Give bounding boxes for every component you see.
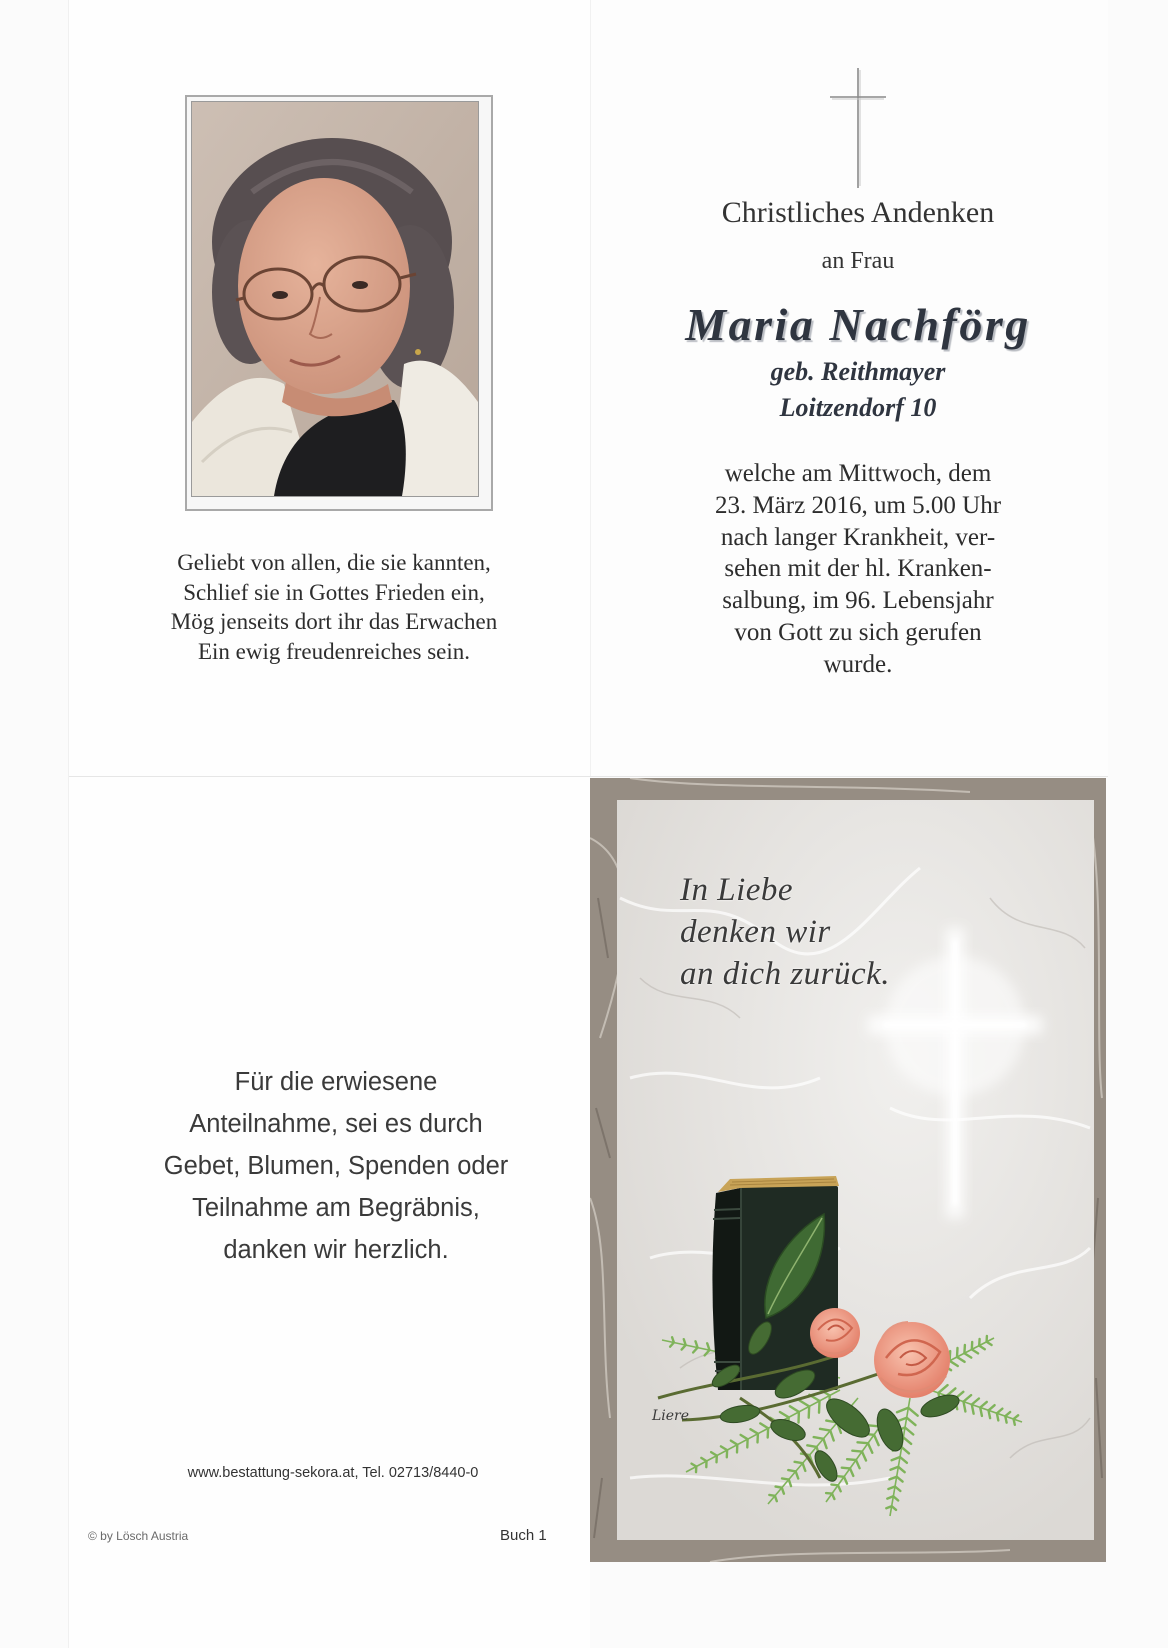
series-label: Buch 1	[500, 1527, 547, 1544]
notice-line: welche am Mittwoch, dem	[724, 460, 992, 487]
portrait-photo-frame	[185, 95, 493, 511]
fern-leaflet	[964, 1345, 965, 1353]
large-rose	[874, 1322, 950, 1398]
fern-leaflet	[847, 1459, 856, 1460]
thanks-line: Anteilnahme, sei es durch	[189, 1110, 483, 1138]
thanks-line: Teilnahme am Begräbnis,	[192, 1194, 480, 1222]
poem-line: Geliebt von allen, die sie kannten,	[177, 550, 491, 575]
memorial-illustration	[590, 778, 1106, 1562]
maiden-name: geb. Reithmayer	[770, 357, 946, 386]
portrait-earring	[415, 349, 421, 355]
fern-leaflet	[842, 1468, 850, 1469]
death-notice-text	[658, 458, 1058, 681]
fern-leaflet	[807, 1445, 816, 1447]
memorial-heading: Christliches Andenken	[721, 196, 995, 229]
notice-line: von Gott zu sich gerufen	[734, 618, 982, 646]
notice-line: 23. März 2016, um 5.00 Uhr	[714, 491, 1002, 519]
fern-leaflet	[819, 1401, 820, 1413]
fold-line-vertical	[590, 0, 591, 776]
fern-leaflet	[852, 1451, 862, 1452]
poem-line: Mög jenseits dort ihr das Erwachen	[170, 609, 498, 634]
notice-line: salbung, im 96. Lebensjahr	[722, 587, 994, 615]
notice-line: wurde.	[823, 650, 893, 678]
verse-line: an dich zurück.	[680, 956, 891, 992]
fern-leaflet	[795, 1462, 803, 1463]
verse-line: In Liebe	[680, 872, 794, 908]
card-edge	[68, 0, 69, 1648]
fold-line-horizontal	[68, 776, 1108, 777]
copyright-note: © by Lösch Austria	[88, 1529, 189, 1543]
salutation: an Frau	[821, 248, 895, 274]
thanks-line: danken wir herzlich.	[223, 1236, 449, 1264]
verse-line: denken wir	[680, 914, 831, 950]
fern-leaflet	[957, 1348, 958, 1357]
fern-leaflet	[980, 1408, 982, 1416]
fern-leaflet	[814, 1437, 824, 1439]
poem-line: Schlief sie in Gottes Frieden ein,	[183, 579, 485, 605]
thanks-line: Gebet, Blumen, Spenden oder	[163, 1152, 509, 1180]
deceased-name: Maria Nachförg	[685, 299, 1031, 350]
thanks-line: Für die erwiesene	[234, 1068, 438, 1096]
funeral-home-contact: www.bestattung-sekora.at, Tel. 02713/8440-0	[187, 1465, 479, 1481]
small-rose	[810, 1308, 860, 1358]
cross-icon	[826, 66, 890, 190]
verse-text	[680, 869, 890, 995]
fern-leaflet	[858, 1442, 869, 1443]
notice-line: sehen mit der hl. Kranken-	[724, 555, 992, 583]
poem-line: Ein ewig freudenreiches sein.	[197, 638, 471, 664]
portrait-photo	[191, 101, 479, 497]
artist-signature: Liere	[652, 1408, 690, 1424]
memorial-poem	[84, 548, 584, 666]
thanks-message	[86, 1061, 586, 1271]
residence-address: Loitzendorf 10	[779, 393, 937, 422]
notice-line: nach langer Krankheit, ver-	[720, 523, 996, 551]
fern-leaflet	[809, 1406, 810, 1417]
